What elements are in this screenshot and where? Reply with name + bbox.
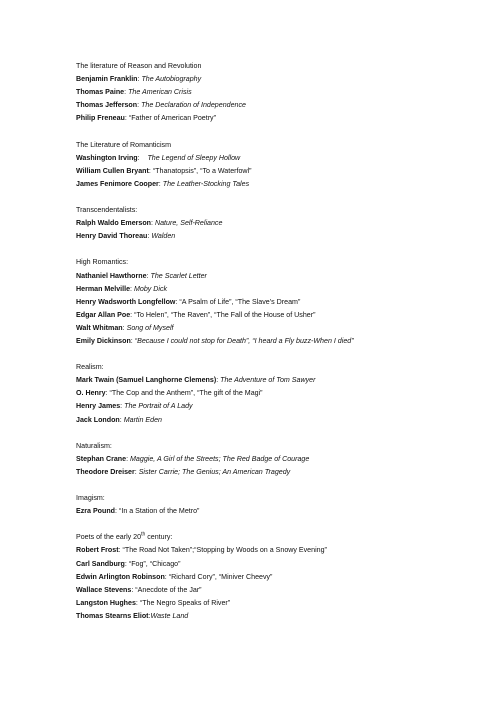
author-name: Philip Freneau [76, 114, 125, 123]
work-title: Walden [151, 232, 176, 241]
author-entry [76, 165, 476, 178]
author-name: William Cullen Bryant [76, 166, 149, 175]
section-spacer [76, 125, 476, 138]
section-heading-text: The literature of Reason and Revolution [76, 62, 202, 70]
author-entry [76, 296, 476, 309]
work-title: “To Helen”, “The Raven”, “The Fall of the House of Usher” [134, 310, 316, 319]
author-entry [76, 73, 476, 86]
work-title: “A Psalm of Life”, “The Slave’s Dream” [179, 297, 301, 306]
work-title: The American Crisis [128, 88, 192, 97]
separator: : [146, 271, 151, 280]
separator: : [135, 598, 140, 607]
author-name: Ralph Waldo Emerson [76, 219, 152, 228]
separator: : [130, 336, 135, 345]
author-name: Edwin Arlington Robinson [76, 572, 165, 581]
author-entry [76, 270, 476, 283]
section-heading [76, 60, 476, 73]
separator: : [148, 611, 151, 620]
separator: : [137, 101, 142, 110]
author-name: Thomas Jefferson [76, 101, 138, 110]
work-title: “The Cop and the Anthem”, “The gift of the Magi” [109, 389, 263, 398]
work-title: The Adventure of Tom Sawyer [220, 376, 316, 385]
separator: : [122, 323, 127, 332]
author-name: O. Henry [76, 389, 106, 398]
section-spacer [76, 348, 476, 361]
author-entry [76, 99, 476, 112]
author-name: Mark Twain (Samuel Langhorne Clemens) [76, 376, 217, 385]
author-entry [76, 544, 476, 557]
author-entry [76, 453, 476, 466]
section-heading [76, 440, 476, 453]
work-title: The Declaration of Independence [141, 101, 246, 110]
author-entry [76, 217, 476, 230]
section-heading-tail: century: [145, 533, 173, 542]
author-name: Wallace Stevens [76, 585, 132, 594]
work-title: “The Negro Speaks of River” [139, 598, 231, 607]
author-name: Ezra Pound [76, 507, 116, 516]
author-name: Nathaniel Hawthorne [76, 271, 147, 280]
author-name: Jack London [76, 415, 120, 424]
separator: : [158, 179, 163, 188]
separator: : [105, 389, 110, 398]
section-heading-text: High Romantics: [76, 258, 129, 267]
author-entry [76, 597, 476, 610]
author-entry [76, 374, 476, 387]
work-title: The Portrait of A Lady [124, 402, 193, 411]
author-entry [76, 610, 476, 623]
work-title: “Because I could not stop for Death”, “I heard a Fly buzz-When I died” [134, 336, 354, 345]
section-heading-text: Transcendentalists: [76, 206, 138, 215]
separator: : [119, 415, 124, 424]
author-entry [76, 414, 476, 427]
author-name: Robert Frost [76, 546, 119, 555]
author-name: Herman Melville [76, 284, 131, 293]
author-name: Thomas Stearns Eliot [76, 611, 149, 620]
author-entry [76, 283, 476, 296]
author-entry [76, 400, 476, 413]
section-heading [76, 204, 476, 217]
section-heading [76, 531, 476, 544]
work-title: “Richard Cory”, “Miniver Cheevy” [168, 572, 273, 581]
section-spacer [76, 518, 476, 531]
work-title: Song of Myself [126, 323, 174, 332]
author-entry [76, 466, 476, 479]
separator: : [151, 219, 155, 228]
work-title: The Autobiography [141, 75, 202, 84]
author-name: Henry James [76, 402, 121, 411]
author-name: Walt Whitman [76, 323, 123, 332]
work-title: “In a Station of the Metro” [118, 507, 200, 516]
section-heading-superscript: th [141, 532, 146, 539]
work-title: “Father of American Poetry” [128, 114, 216, 123]
author-name: Benjamin Franklin [76, 75, 138, 84]
work-title: Waste Land [150, 611, 189, 620]
work-title: Sister Carrie; The Genius; An American Tragedy [138, 467, 291, 476]
section-spacer [76, 191, 476, 204]
separator: : [124, 559, 129, 568]
section-heading-text: Realism: [76, 363, 104, 372]
separator: : [118, 546, 123, 555]
section-spacer [76, 243, 476, 256]
section-spacer [76, 427, 476, 440]
work-title: Maggie, A Girl of the Streets; The Red Badge of Courage [130, 454, 310, 463]
separator: : [147, 232, 152, 241]
separator: : [115, 507, 119, 516]
separator: : [137, 75, 142, 84]
author-name: Henry David Thoreau [76, 232, 148, 241]
work-title: Martin Eden [123, 415, 162, 424]
separator: : [137, 153, 148, 162]
author-name: Emily Dickinson [76, 336, 131, 345]
separator: : [126, 454, 131, 463]
section-spacer [76, 479, 476, 492]
author-entry [76, 505, 476, 518]
work-title: The Legend of Sleepy Hollow [147, 153, 241, 162]
author-entry [76, 558, 476, 571]
work-title: The Leather-Stocking Tales [162, 179, 250, 188]
author-entry [76, 571, 476, 584]
separator: : [148, 166, 153, 175]
author-entry [76, 387, 476, 400]
section-heading [76, 139, 476, 152]
section-heading-text: Imagism: [76, 494, 105, 503]
work-title: “The Road Not Taken”;“Stopping by Woods on a Snowy Evening” [122, 546, 327, 555]
author-entry [76, 152, 476, 165]
work-title: Moby Dick [133, 284, 168, 293]
work-title: “Anecdote of the Jar” [135, 585, 202, 594]
separator: : [124, 88, 129, 97]
author-name: James Fenimore Cooper [76, 179, 159, 188]
author-entry [76, 584, 476, 597]
separator: : [175, 297, 180, 306]
separator: : [131, 585, 136, 594]
separator: : [164, 572, 169, 581]
section-heading [76, 256, 476, 269]
separator: : [130, 284, 134, 293]
separator: : [124, 114, 129, 123]
separator: : [134, 467, 139, 476]
author-name: Washington Irving [76, 153, 138, 162]
separator: : [130, 310, 135, 319]
author-name: Theodore Dreiser [76, 467, 135, 476]
author-entry [76, 112, 476, 125]
author-entry [76, 335, 476, 348]
work-title: “Thanatopsis”, “To a Waterfowl” [152, 166, 252, 175]
separator: : [120, 402, 125, 411]
author-entry [76, 230, 476, 243]
author-entry [76, 86, 476, 99]
author-name: Thomas Paine [76, 88, 125, 97]
section-heading [76, 492, 476, 505]
author-entry [76, 322, 476, 335]
work-title: Nature, Self-Reliance [154, 219, 223, 228]
section-heading-text: The Literature of Romanticism [76, 140, 172, 149]
author-name: Edgar Allan Poe [76, 310, 131, 319]
author-name: Stephan Crane [76, 454, 127, 463]
author-name: Carl Sandburg [76, 559, 125, 568]
work-title: “Fog”, “Chicago” [128, 559, 181, 568]
section-heading-text: Naturalism: [76, 441, 112, 450]
section-heading [76, 361, 476, 374]
separator: : [216, 376, 221, 385]
author-entry [76, 309, 476, 322]
author-name: Langston Hughes [76, 598, 136, 607]
author-name: Henry Wadsworth Longfellow [76, 297, 176, 306]
author-entry [76, 178, 476, 191]
work-title: The Scarlet Letter [150, 271, 207, 280]
section-heading-text: Poets of the early 20 [76, 533, 142, 542]
